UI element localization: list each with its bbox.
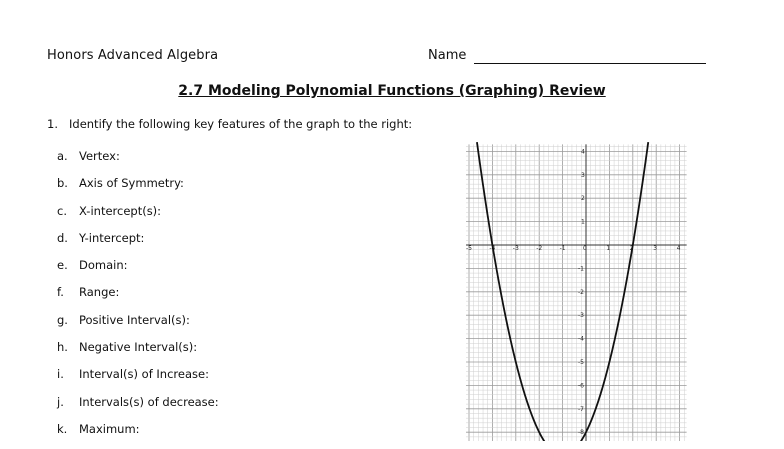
x-tick-label: 2 [629, 245, 634, 252]
item-letter: f. [57, 285, 64, 300]
x-tick-label: 4 [676, 245, 681, 252]
list-item [57, 367, 219, 394]
x-tick-label: -5 [466, 245, 472, 252]
y-tick-label: 4 [581, 148, 585, 156]
item-label: Y-intercept: [79, 230, 145, 245]
key-features-list [57, 149, 219, 449]
x-tick-label: -3 [512, 245, 519, 252]
y-tick-label: -4 [578, 335, 584, 343]
y-tick-label: -2 [578, 288, 584, 296]
x-tick-label: 3 [653, 245, 658, 252]
item-letter: b. [57, 176, 68, 191]
y-tick-label: -8 [578, 429, 584, 437]
question-number: 1. [47, 117, 58, 131]
item-letter: a. [57, 149, 68, 163]
name-blank-line [474, 63, 706, 64]
list-item [57, 176, 219, 203]
list-item [57, 395, 219, 422]
list-item [57, 258, 219, 285]
y-tick-label: -1 [578, 265, 584, 273]
worksheet-title: 2.7 Modeling Polynomial Functions (Graphing) Review [178, 83, 606, 99]
parabola-graph [466, 138, 690, 441]
item-letter: i. [57, 367, 64, 382]
item-letter: d. [57, 230, 68, 245]
item-label: Domain: [79, 258, 128, 273]
item-label: Interval(s) of Increase: [79, 367, 209, 382]
x-tick-label: 0 [583, 245, 587, 252]
y-tick-label: 2 [581, 195, 585, 203]
item-label: Range: [79, 285, 120, 300]
list-item [57, 204, 219, 231]
x-tick-label: -4 [489, 245, 496, 252]
item-letter: h. [57, 340, 68, 355]
y-tick-label: -3 [578, 312, 584, 320]
item-letter: c. [57, 203, 67, 218]
x-tick-label: -2 [536, 245, 543, 252]
list-item [57, 149, 219, 176]
item-label: Axis of Symmetry: [79, 176, 184, 191]
list-item [57, 313, 219, 340]
y-tick-label: -6 [578, 382, 584, 390]
list-item [57, 422, 219, 449]
list-item [57, 285, 219, 312]
list-item [57, 231, 219, 258]
item-letter: e. [57, 258, 68, 273]
item-letter: j. [57, 394, 64, 409]
item-label: Vertex: [79, 149, 120, 163]
list-item [57, 340, 219, 367]
question-text: Identify the following key features of the graph to the right: [69, 117, 413, 131]
course-title: Honors Advanced Algebra [47, 48, 219, 63]
x-tick-label: -1 [559, 245, 566, 252]
item-label: X-intercept(s): [79, 203, 162, 218]
y-tick-label: -5 [578, 359, 584, 366]
item-label: Maximum: [79, 421, 140, 436]
item-letter: k. [57, 421, 68, 436]
y-tick-label: 1 [581, 218, 585, 226]
name-label: Name [428, 48, 467, 63]
x-tick-label: 1 [606, 245, 611, 252]
item-letter: g. [57, 312, 68, 327]
y-tick-label: -7 [578, 405, 584, 413]
item-label: Intervals(s) of decrease: [79, 394, 219, 409]
item-label: Negative Interval(s): [79, 340, 198, 355]
question-1 [47, 117, 412, 131]
y-tick-label: 3 [581, 171, 585, 179]
item-label: Positive Interval(s): [79, 312, 190, 327]
